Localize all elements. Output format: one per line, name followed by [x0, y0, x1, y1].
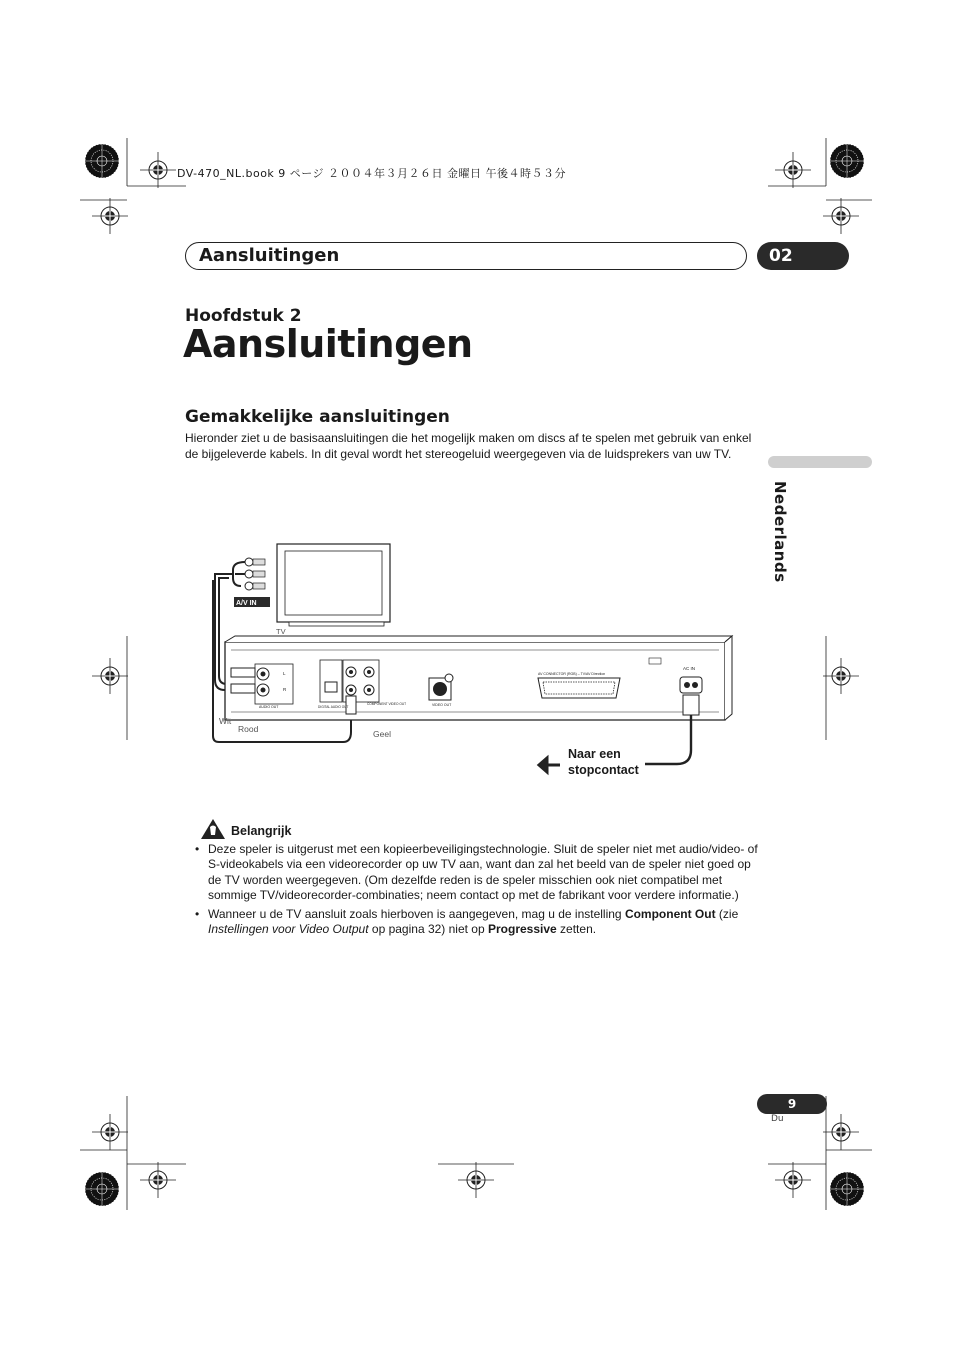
registration-cross-icon	[823, 1114, 859, 1150]
chapter-label: Hoofdstuk 2	[185, 306, 302, 326]
registration-star-icon	[830, 1172, 864, 1206]
side-tab-bar	[768, 456, 872, 468]
registration-cross-icon	[775, 152, 811, 188]
power-outlet-label: Naar een stopcontact	[568, 747, 639, 777]
registration-cross-icon	[775, 1162, 811, 1198]
arrow-left-icon	[539, 758, 560, 772]
important-heading: Belangrijk	[231, 824, 292, 838]
registration-cross-icon	[823, 198, 859, 234]
intro-paragraph: Hieronder ziet u de basisaansluitingen die het mogelijk maken om discs af te spelen met gebruik van enkel de bijgeleverde kabels. In dit geval wordt het stereogeluid weergegeven via de luidsprekers van uw TV.	[185, 431, 752, 461]
connection-diagram	[205, 540, 745, 780]
av-in-label: A/V IN	[236, 600, 257, 607]
scart-label: AV CONNECTOR (RGB) – TV/AV Direction	[538, 672, 606, 676]
registration-star-icon	[85, 144, 119, 178]
important-bullets	[193, 842, 759, 942]
registration-star-icon	[830, 144, 864, 178]
left-channel-label: L	[283, 671, 286, 676]
chapter-title: Aansluitingen	[183, 322, 473, 366]
dvd-player-rear	[225, 636, 732, 764]
section-header-title: Aansluitingen	[199, 245, 340, 266]
registration-cross-icon	[823, 658, 859, 694]
page-language-code: Du	[771, 1114, 784, 1124]
tv-illustration	[277, 544, 390, 626]
registration-cross-icon	[140, 152, 176, 188]
important-warning-icon	[200, 818, 226, 840]
right-channel-label: R	[283, 687, 287, 692]
tv-label: TV	[276, 627, 286, 636]
audio-out-label: AUDIO OUT	[259, 705, 279, 709]
section-heading: Gemakkelijke aansluitingen	[185, 407, 450, 427]
registration-star-icon	[85, 1172, 119, 1206]
registration-cross-icon	[92, 1114, 128, 1150]
list-item: • Wanneer u de TV aansluit zoals hierboven is aangegeven, mag u de instelling Component Out (zie Instellingen voor Video Output op pagina 32) niet op Progressive zetten.	[195, 907, 739, 937]
book-file-line: DV-470_NL.book 9 ページ ２００４年３月２６日 金曜日 午後４時５３分	[177, 167, 567, 180]
page-number: 9	[757, 1094, 827, 1114]
registration-cross-icon	[458, 1162, 494, 1198]
language-side-tab: Nederlands	[771, 481, 789, 583]
chapter-number-badge: 02	[757, 242, 849, 270]
wit-label: Wit	[219, 716, 232, 726]
list-item: • Deze speler is uitgerust met een kopieerbeveiligingstechnologie. Sluit de speler niet met audio/video- of S-videokabels via een videorecorder op uw TV aan, want dan zal het beeld van de speler niet goed op de TV worden weergegeven. (Om dezelfde reden is de speler misschien ook niet compatibel met sommige TV/videorecorder-combinaties; neem contact op met de fabrikant voor verdere informatie.)	[195, 842, 758, 902]
registration-cross-icon	[92, 658, 128, 694]
component-out-label: COMPONENT VIDEO OUT	[367, 702, 407, 706]
registration-cross-icon	[140, 1162, 176, 1198]
video-out-label: VIDEO OUT	[432, 703, 452, 707]
digital-out-label: DIGITAL AUDIO OUT	[318, 705, 349, 709]
registration-cross-icon	[92, 198, 128, 234]
ac-in-label: AC IN	[683, 666, 696, 671]
rood-label: Rood	[238, 724, 259, 734]
geel-label: Geel	[373, 729, 391, 739]
